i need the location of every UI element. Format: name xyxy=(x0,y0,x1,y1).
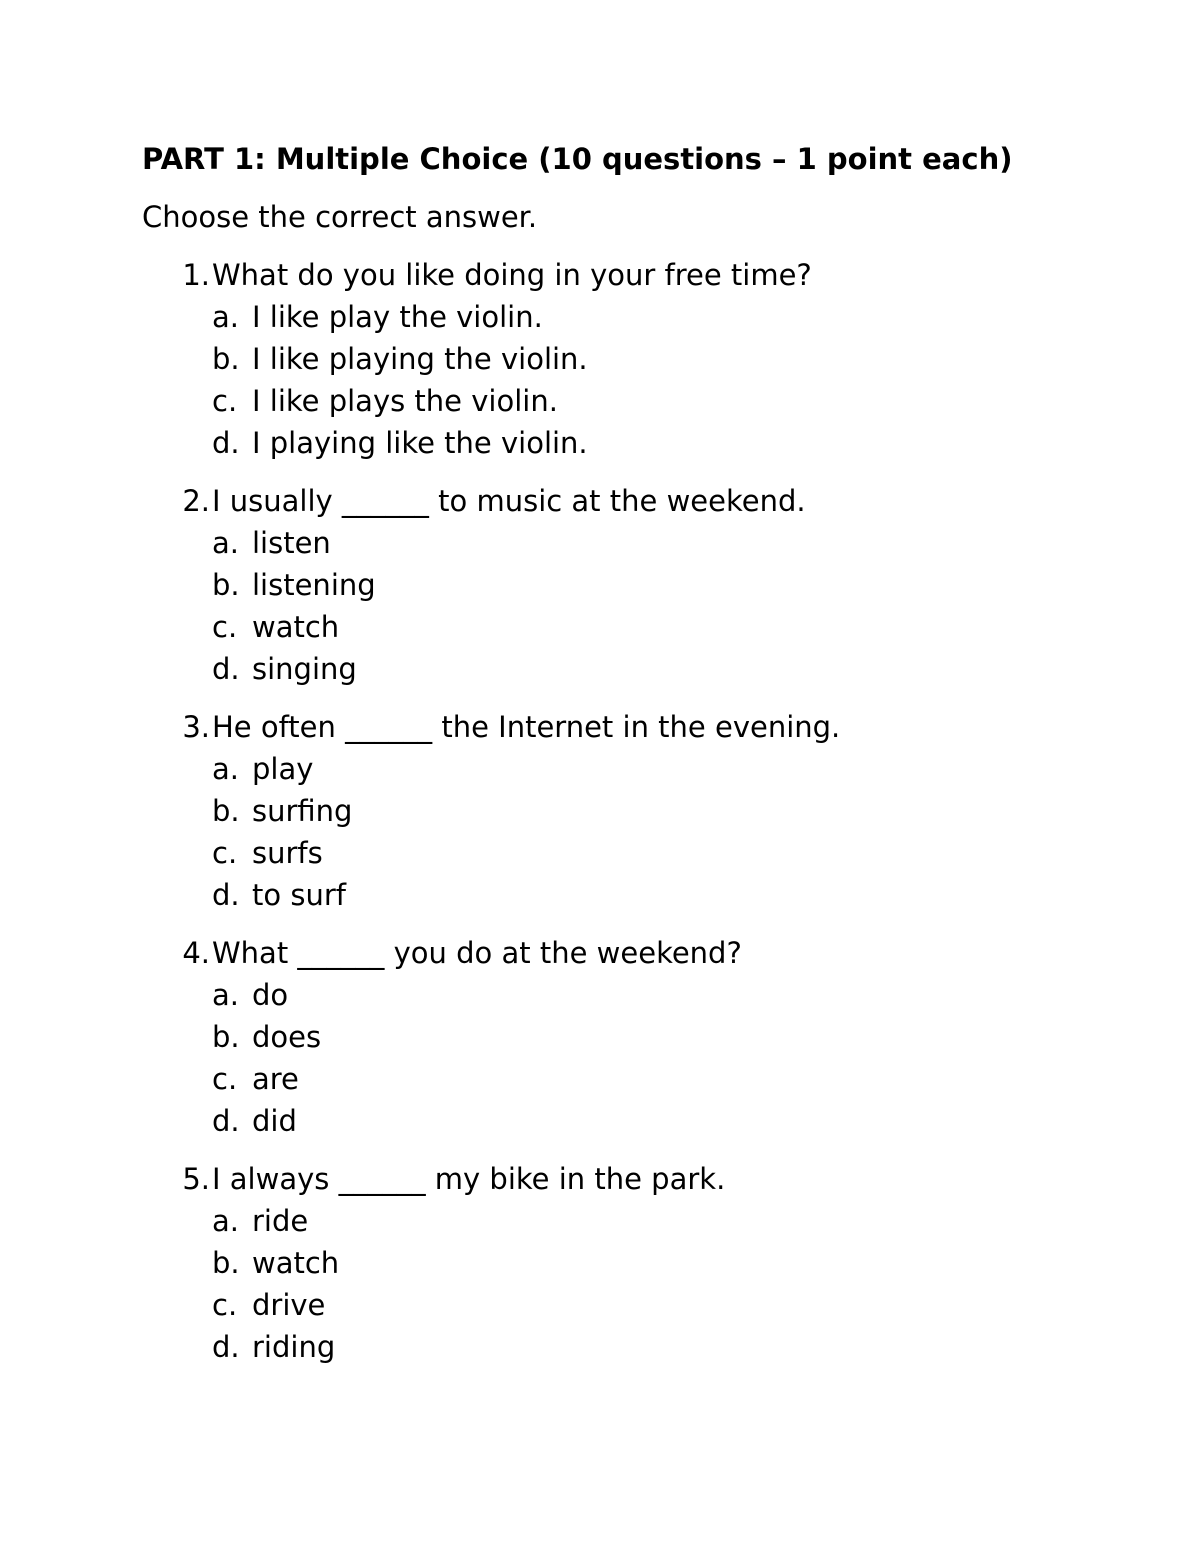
option-letter: d. xyxy=(212,652,240,686)
option-c xyxy=(212,1284,1042,1326)
option-letter: c. xyxy=(212,384,238,418)
question-text: I always ______ my bike in the park. xyxy=(212,1162,726,1196)
option-d xyxy=(212,1100,1042,1142)
question-line xyxy=(142,706,1042,748)
option-c xyxy=(212,1058,1042,1100)
option-a xyxy=(212,974,1042,1016)
option-letter: a. xyxy=(212,300,239,334)
option-a xyxy=(212,296,1042,338)
option-text: I like plays the violin. xyxy=(252,384,558,418)
option-text: to surf xyxy=(252,878,346,912)
question-3 xyxy=(142,706,1042,916)
question-number: 1. xyxy=(182,258,210,292)
question-line xyxy=(142,1158,1042,1200)
option-list xyxy=(142,748,1042,916)
option-a xyxy=(212,522,1042,564)
option-text: listening xyxy=(252,568,376,602)
document-page xyxy=(142,138,1042,1384)
option-letter: a. xyxy=(212,1204,239,1238)
option-letter: c. xyxy=(212,836,238,870)
option-text: surfing xyxy=(252,794,353,828)
option-letter: c. xyxy=(212,1062,238,1096)
option-text: surfs xyxy=(252,836,323,870)
option-text: I like playing the violin. xyxy=(252,342,588,376)
option-letter: d. xyxy=(212,426,240,460)
option-list xyxy=(142,296,1042,464)
option-letter: b. xyxy=(212,1020,240,1054)
option-d xyxy=(212,422,1042,464)
option-letter: a. xyxy=(212,978,239,1012)
question-number: 5. xyxy=(182,1162,210,1196)
option-text: did xyxy=(252,1104,297,1138)
option-text: listen xyxy=(252,526,331,560)
option-list xyxy=(142,974,1042,1142)
question-list xyxy=(142,254,1042,1368)
option-letter: b. xyxy=(212,794,240,828)
option-b xyxy=(212,1242,1042,1284)
option-a xyxy=(212,748,1042,790)
question-line xyxy=(142,254,1042,296)
option-text: are xyxy=(252,1062,299,1096)
option-c xyxy=(212,380,1042,422)
question-line xyxy=(142,932,1042,974)
option-b xyxy=(212,790,1042,832)
option-text: drive xyxy=(252,1288,326,1322)
question-text: I usually ______ to music at the weekend. xyxy=(212,484,806,518)
option-a xyxy=(212,1200,1042,1242)
option-letter: b. xyxy=(212,342,240,376)
option-letter: a. xyxy=(212,752,239,786)
question-4 xyxy=(142,932,1042,1142)
option-letter: d. xyxy=(212,1104,240,1138)
option-text: does xyxy=(252,1020,322,1054)
option-list xyxy=(142,522,1042,690)
option-text: ride xyxy=(252,1204,309,1238)
option-letter: a. xyxy=(212,526,239,560)
question-number: 2. xyxy=(182,484,210,518)
option-text: singing xyxy=(252,652,357,686)
option-d xyxy=(212,874,1042,916)
question-text: He often ______ the Internet in the evening. xyxy=(212,710,841,744)
option-c xyxy=(212,832,1042,874)
option-text: riding xyxy=(252,1330,336,1364)
option-b xyxy=(212,338,1042,380)
option-d xyxy=(212,648,1042,690)
option-letter: c. xyxy=(212,1288,238,1322)
question-1 xyxy=(142,254,1042,464)
option-text: watch xyxy=(252,610,340,644)
option-letter: d. xyxy=(212,878,240,912)
option-text: I like play the violin. xyxy=(252,300,543,334)
question-2 xyxy=(142,480,1042,690)
option-c xyxy=(212,606,1042,648)
question-text: What do you like doing in your free time? xyxy=(212,258,812,292)
option-d xyxy=(212,1326,1042,1368)
question-5 xyxy=(142,1158,1042,1368)
option-letter: b. xyxy=(212,568,240,602)
option-text: do xyxy=(252,978,289,1012)
instruction-text: Choose the correct answer. xyxy=(142,200,538,234)
option-b xyxy=(212,1016,1042,1058)
option-text: I playing like the violin. xyxy=(252,426,588,460)
option-text: watch xyxy=(252,1246,340,1280)
question-text: What ______ you do at the weekend? xyxy=(212,936,742,970)
option-b xyxy=(212,564,1042,606)
question-line xyxy=(142,480,1042,522)
page-title: PART 1: Multiple Choice (10 questions – 1 point each) xyxy=(142,142,1013,176)
option-letter: c. xyxy=(212,610,238,644)
question-number: 4. xyxy=(182,936,210,970)
option-text: play xyxy=(252,752,314,786)
option-letter: d. xyxy=(212,1330,240,1364)
option-list xyxy=(142,1200,1042,1368)
option-letter: b. xyxy=(212,1246,240,1280)
question-number: 3. xyxy=(182,710,210,744)
